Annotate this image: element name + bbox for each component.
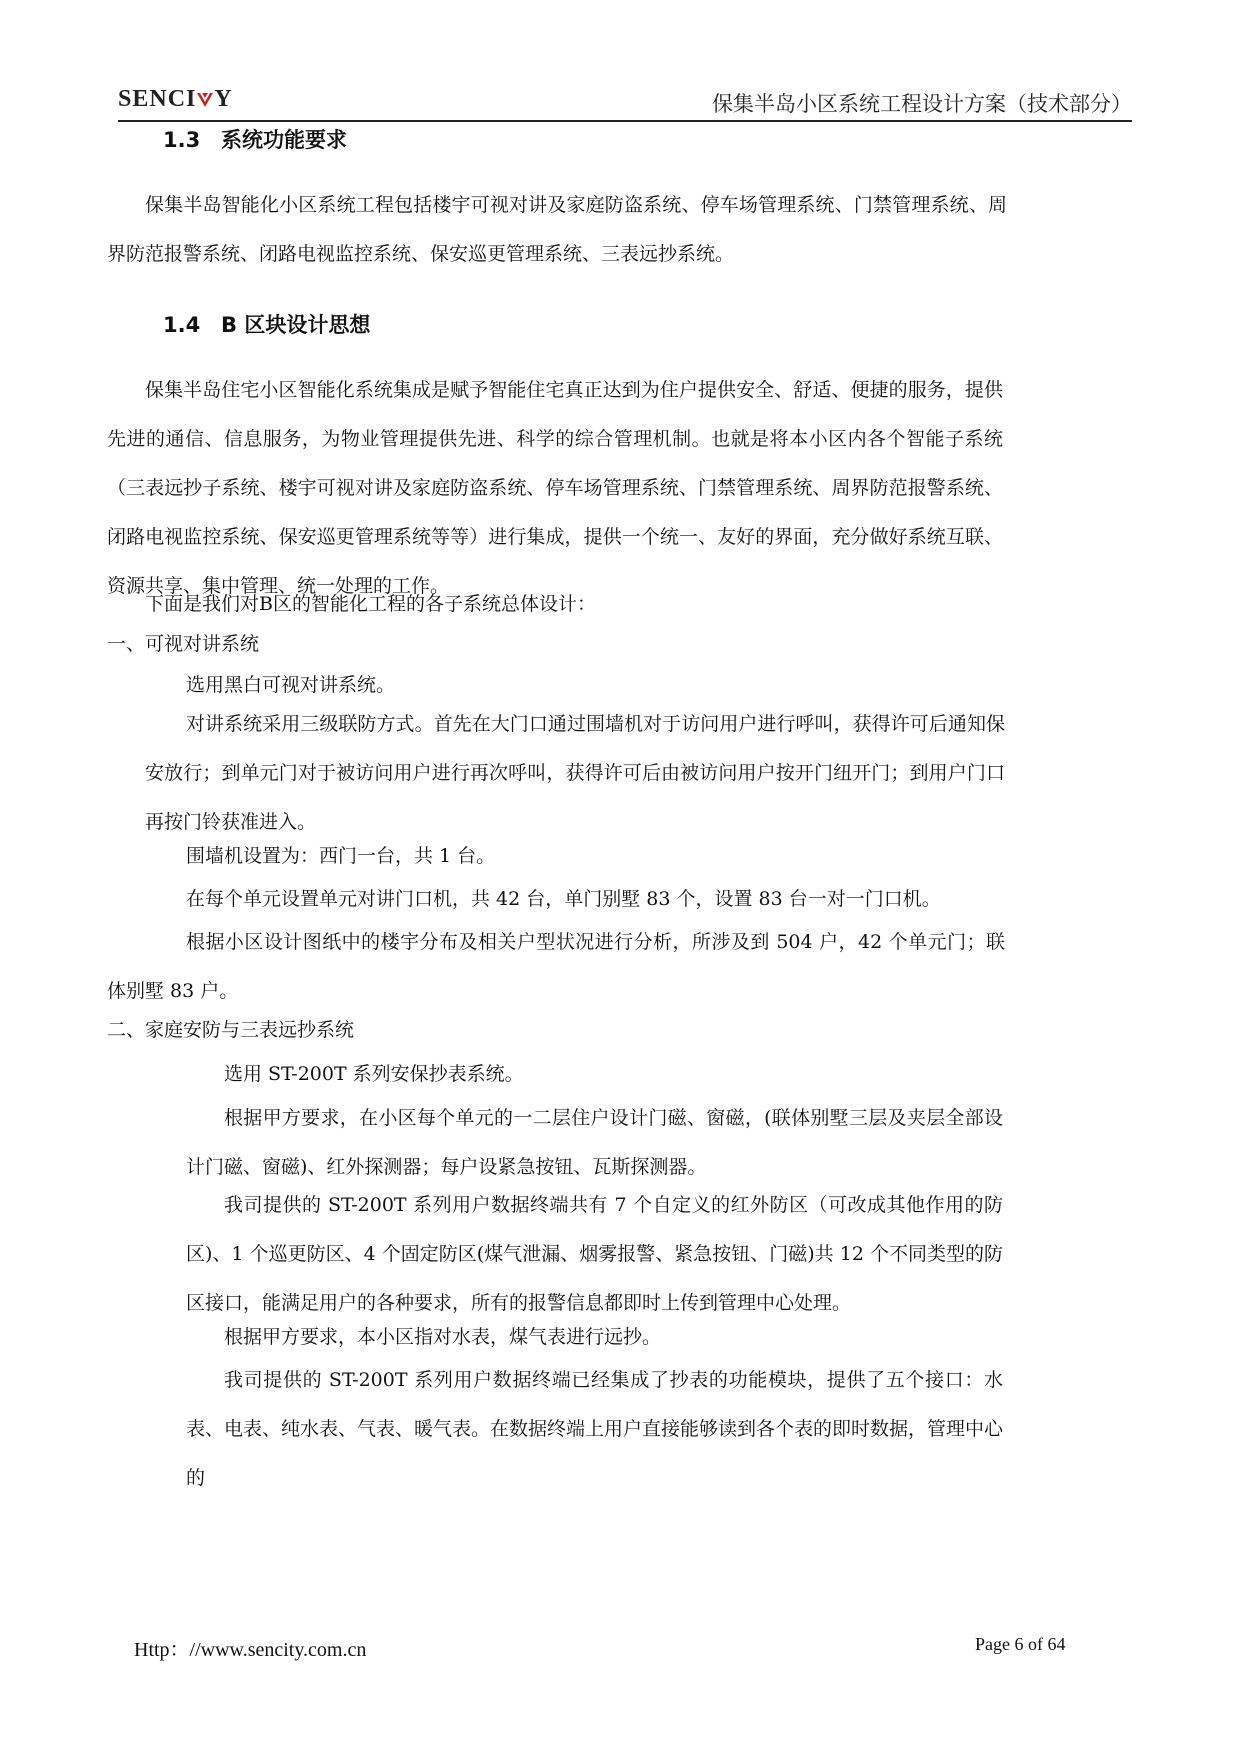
- company-logo: [118, 86, 233, 113]
- security-paragraph-4: 根据甲方要求，本小区指对水表，煤气表进行远抄。: [224, 1326, 662, 1348]
- subsection-heading-security-metering: 二、家庭安防与三表远抄系统: [107, 1019, 355, 1041]
- intercom-paragraph-1: 选用黑白可视对讲系统。: [186, 674, 396, 696]
- section-heading-1-3: [163, 124, 347, 154]
- subsection-heading-intercom: 一、可视对讲系统: [107, 633, 260, 655]
- security-paragraph-5: 我司提供的 ST-200T 系列用户数据终端已经集成了抄表的功能模块，提供了五个接口：水表、电表、纯水表、气表、暖气表。在数据终端上用户直接能够读到各个表的即时数据，管理中心的: [186, 1369, 1004, 1489]
- security-paragraph-3: 我司提供的 ST-200T 系列用户数据终端共有 7 个自定义的红外防区（可改成其他作用的防区)、1 个巡更防区、4 个固定防区(煤气泄漏、烟雾报警、紧急按钮、门磁)共 12 个不同类型的防区接口，能满足用户的各种要求，所有的报警信息都即时上传到管理中心处理。: [186, 1194, 1003, 1314]
- logo-emblem-icon: [196, 90, 214, 108]
- intercom-paragraph-4: 在每个单元设置单元对讲门口机，共 42 台，单门别墅 83 个，设置 83 台一对一门口机。: [186, 888, 941, 910]
- page-header: [118, 80, 1132, 122]
- section-title: 系统功能要求: [221, 128, 347, 152]
- document-title: 保集半岛小区系统工程设计方案（技术部分）: [712, 92, 1132, 116]
- section-1-4-paragraph: 保集半岛住宅小区智能化系统集成是赋予智能住宅真正达到为住户提供安全、舒适、便捷的服务，提供先进的通信、信息服务，为物业管理提供先进、科学的综合管理机制。也就是将本小区内各个智能子系统（三表远抄子系统、楼宇可视对讲及家庭防盗系统、停车场管理系统、门禁管理系统、周界防范报警系统、闭路电视监控系统、保安巡更管理系统等等）进行集成，提供一个统一、友好的界面，充分做好系统互联、资源共享、集中管理、统一处理的工作。: [107, 379, 1003, 597]
- security-paragraph-1: 选用 ST-200T 系列安保抄表系统。: [224, 1063, 524, 1085]
- logo-text-start: SENCI: [118, 86, 197, 112]
- intercom-paragraph-3: 围墙机设置为：西门一台，共 1 台。: [186, 845, 496, 867]
- section-heading-1-4: [163, 309, 370, 339]
- section-1-3-paragraph: 保集半岛智能化小区系统工程包括楼宇可视对讲及家庭防盗系统、停车场管理系统、门禁管理系统、周界防范报警系统、闭路电视监控系统、保安巡更管理系统、三表远抄系统。: [107, 194, 1007, 265]
- section-number: 1.3: [163, 128, 201, 152]
- intercom-paragraph-2: 对讲系统采用三级联防方式。首先在大门口通过围墙机对于访问用户进行呼叫，获得许可后通知保安放行；到单元门对于被访问用户进行再次呼叫，获得许可后由被访问用户按开门纽开门；到用户门口再按门铃获准进入。: [145, 713, 1005, 833]
- section-number: 1.4: [163, 313, 201, 337]
- intercom-paragraph-5: 根据小区设计图纸中的楼宇分布及相关户型状况进行分析，所涉及到 504 户，42 个单元门；联体别墅 83 户。: [107, 931, 1005, 1002]
- logo-text-end: Y: [214, 86, 233, 112]
- footer-url: Http：//www.sencity.com.cn: [134, 1639, 367, 1661]
- section-title: B 区块设计思想: [221, 313, 371, 337]
- security-paragraph-2: 根据甲方要求，在小区每个单元的一二层住户设计门磁、窗磁，(联体别墅三层及夹层全部设计门磁、窗磁)、红外探测器；每户设紧急按钮、瓦斯探测器。: [186, 1107, 1003, 1178]
- footer-page-number: Page 6 of 64: [975, 1634, 1066, 1654]
- section-1-4-intro: 下面是我们对B区的智能化工程的各子系统总体设计：: [145, 593, 596, 615]
